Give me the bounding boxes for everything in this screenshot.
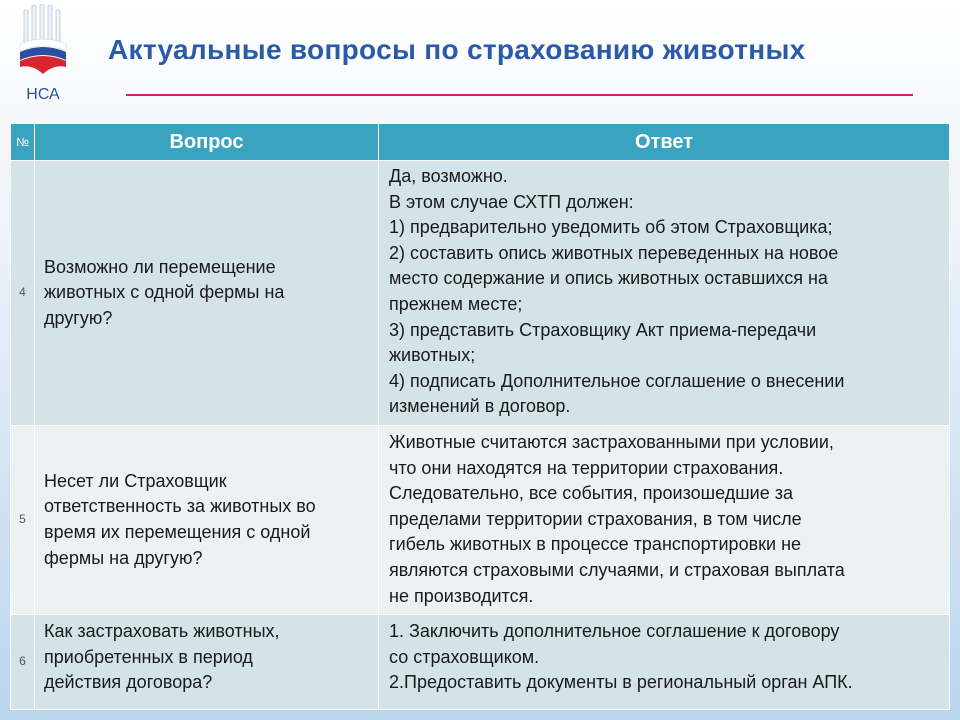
answer-line: изменений в договор. [389, 396, 571, 417]
page-title: Актуальные вопросы по страхованию животных [108, 34, 806, 65]
row-number: 5 [11, 426, 35, 615]
answer-line: Следовательно, все события, произошедшие за [389, 483, 793, 504]
table-row [11, 161, 950, 426]
question-line: Возможно ли перемещение [44, 256, 276, 277]
question-line: приобретенных в период [44, 646, 253, 667]
qa-table [10, 123, 950, 710]
question-line: действия договора? [44, 672, 213, 693]
nsa-logo [14, 4, 72, 104]
header-number: № [11, 124, 35, 161]
answer-cell [379, 426, 950, 615]
question-cell [35, 615, 379, 710]
answer-line: что они находятся на территории страхования. [389, 457, 784, 478]
answer-cell [379, 615, 950, 710]
question-line: ответственность за животных во [44, 496, 316, 517]
nsa-emblem-icon [14, 4, 72, 84]
answer-line: 2.Предоставить документы в региональный орган АПК. [389, 672, 853, 693]
answer-line: В этом случае СХТП должен: [389, 191, 634, 212]
question-line: время их перемещения с одной [44, 522, 311, 542]
header-answer: Ответ [379, 124, 950, 161]
question-line: Как застраховать животных, [44, 621, 280, 641]
answer-cell [379, 161, 950, 426]
question-line: животных с одной фермы на [44, 282, 285, 303]
question-cell [35, 426, 379, 615]
answer-line: гибель животных в процессе транспортировки не [389, 534, 802, 555]
header-question: Вопрос [35, 124, 379, 161]
logo-text: НСА [26, 86, 60, 103]
row-number: 4 [11, 161, 35, 426]
answer-line: животных; [389, 345, 476, 366]
answer-line: 4) подписать Дополнительное соглашение о внесении [389, 370, 845, 391]
answer-line: со страховщиком. [389, 646, 540, 667]
answer-line: Да, возможно. [389, 166, 508, 186]
answer-line: являются страховыми случаями, и страховая выплата [389, 559, 845, 580]
question-line: Несет ли Страховщик [44, 470, 227, 491]
question-line: фермы на другую? [44, 547, 203, 568]
table-row [11, 615, 950, 710]
answer-line: 3) представить Страховщику Акт приема-передачи [389, 319, 817, 340]
answer-line: прежнем месте; [389, 293, 523, 314]
answer-line: 1) предварительно уведомить об этом Страховщика; [389, 217, 833, 238]
answer-line: 2) составить опись животных переведенных на новое [389, 242, 839, 263]
answer-line: место содержание и опись животных оставшихся на [389, 268, 828, 289]
answer-line: Животные считаются застрахованными при условии, [389, 432, 834, 452]
answer-line: пределами территории страхования, в том числе [389, 508, 802, 529]
table-header-row [11, 124, 950, 161]
answer-line: 1. Заключить дополнительное соглашение к договору [389, 621, 840, 641]
answer-line: не производится. [389, 585, 534, 606]
question-cell [35, 161, 379, 426]
question-line: другую? [44, 307, 113, 328]
row-number: 6 [11, 615, 35, 710]
title-divider [126, 94, 913, 96]
table-row [11, 426, 950, 615]
